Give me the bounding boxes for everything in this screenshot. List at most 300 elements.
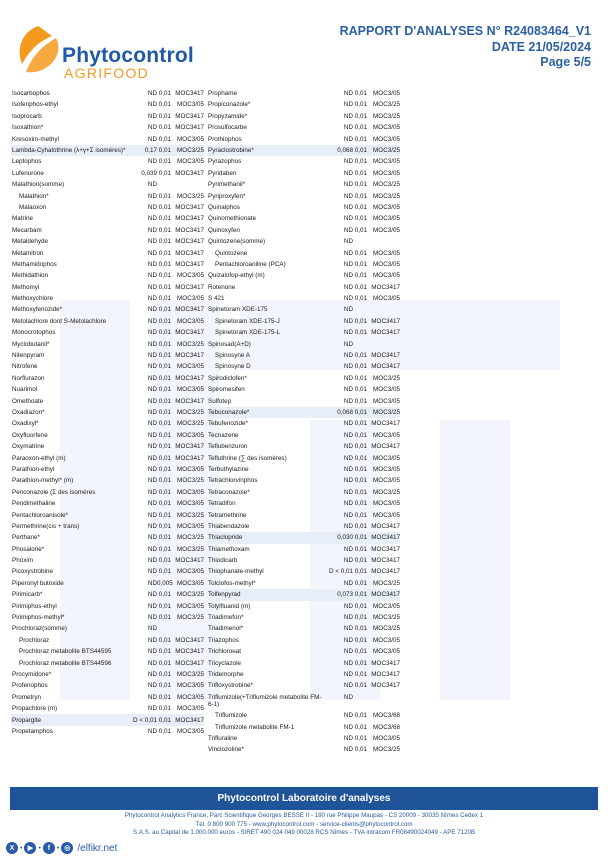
analyte-name: Propargite [12, 716, 42, 724]
result-value: ND [147, 124, 157, 132]
analyte-name: S 421 [208, 295, 225, 303]
result-row [11, 464, 204, 475]
method-code: MOC3417 [175, 443, 204, 451]
result-row [11, 509, 204, 520]
method-code: MOC3/05 [373, 500, 400, 508]
loq-value: 0,01 [158, 534, 171, 542]
result-value: ND [147, 181, 157, 189]
analyte-name: Prophame [208, 90, 238, 98]
loq-value: 0,01 [158, 340, 171, 348]
result-value: ND [147, 488, 157, 496]
analyte-name: Spinosad(A+D) [208, 340, 251, 348]
result-row [11, 430, 204, 441]
result-value: ND [147, 90, 157, 98]
loq-value: 0,01 [158, 705, 171, 713]
result-row [207, 111, 400, 122]
result-value: ND [343, 169, 353, 177]
analyte-name: Prochloraz metabolite BTS44595 [19, 648, 112, 656]
result-row [207, 710, 400, 721]
result-row [11, 475, 204, 486]
result-row [207, 293, 400, 304]
analyte-name: Prochloraz(somme) [12, 625, 67, 633]
result-value: ND [343, 249, 353, 257]
result-row [207, 384, 400, 395]
result-value: ND [147, 465, 157, 473]
loq-value: 0,01 [158, 693, 171, 701]
result-row [207, 623, 400, 634]
method-code: MOC3417 [175, 249, 204, 257]
loq-value: 0,01 [158, 386, 171, 394]
loq-value: 0,01 [354, 659, 367, 667]
instagram-icon[interactable]: ◎ [61, 842, 73, 854]
analyte-name: Spirodiclofen* [208, 374, 247, 382]
result-row [11, 441, 204, 452]
loq-value: 0,01 [354, 636, 367, 644]
method-code: MOC3/05 [373, 226, 400, 234]
result-row [207, 179, 400, 190]
analyte-name: Spinosyne D [215, 363, 251, 371]
analyte-name: Quizalofop-ethyl (m) [208, 272, 265, 280]
analyte-name: Pentachloroaniline (PCA) [215, 260, 286, 268]
result-value: ND [343, 317, 353, 325]
result-value: ND [343, 659, 353, 667]
result-row [11, 646, 204, 657]
result-value: ND [343, 386, 353, 394]
method-code: MOC3/05 [373, 124, 400, 132]
report-info [340, 24, 591, 71]
result-row [11, 179, 204, 190]
loq-value: 0,01 [158, 192, 171, 200]
method-code: MOC3/05 [177, 488, 204, 496]
loq-value: 0,01 [354, 135, 367, 143]
method-code: MOC3/25 [177, 545, 204, 553]
method-code: MOC3/25 [373, 488, 400, 496]
result-row [207, 339, 400, 350]
result-value: ND [147, 579, 157, 587]
method-code: MOC3417 [371, 363, 400, 371]
method-code: MOC3/25 [373, 147, 400, 154]
loq-value: 0,01 [354, 374, 367, 382]
result-row [207, 213, 400, 224]
analyte-name: Methomyl [12, 283, 40, 291]
result-value: ND [343, 477, 353, 485]
loq-value: 0,01 [158, 682, 171, 690]
analyte-name: Rotenone [208, 283, 236, 291]
analyte-name: Parathion-ethyl [12, 465, 55, 473]
method-code: MOC3/05 [373, 431, 400, 439]
loq-value: 0,01 [158, 443, 171, 451]
method-code: MOC3417 [371, 591, 400, 599]
analyte-name: Terbuthylazine [208, 465, 249, 473]
analyte-name: Pentachloroanisole* [12, 511, 69, 519]
result-row [207, 498, 400, 509]
method-code: MOC3/25 [373, 192, 400, 200]
result-value: ND [343, 352, 353, 360]
analyte-name: Lufenurone [12, 169, 44, 177]
loq-value: 0,01 [158, 477, 171, 485]
analyte-name: Methidathion [12, 272, 49, 280]
analyte-name: Prosulfocarbe [208, 124, 247, 132]
method-code: MOC3/05 [177, 135, 204, 143]
loq-value: 0,01 [158, 329, 171, 337]
result-value: ND [343, 522, 353, 530]
analyte-name: Profenophos [12, 682, 48, 690]
analyte-name: Tetrachlorvinphos [208, 477, 258, 485]
method-code: MOC3/25 [177, 477, 204, 485]
method-code: MOC3417 [175, 659, 204, 667]
method-code: MOC3/05 [373, 158, 400, 166]
result-row [11, 623, 204, 634]
method-code: MOC3417 [371, 283, 400, 291]
analyte-name: Leptophos [12, 158, 42, 166]
result-row [207, 122, 400, 133]
method-code: MOC3/05 [177, 363, 204, 371]
loq-value: 0,01 [158, 454, 171, 462]
result-row [11, 339, 204, 350]
result-value: ND [147, 283, 157, 291]
method-code: MOC3417 [175, 306, 204, 314]
method-code: MOC3417 [371, 317, 400, 325]
loq-value: 0,01 [354, 397, 367, 405]
result-row [207, 669, 400, 680]
result-value: ND [343, 90, 353, 98]
analyte-name: Malathion(somme) [12, 181, 65, 189]
result-value: ND [147, 602, 157, 610]
loq-value: 0,01 [158, 465, 171, 473]
method-code: MOC3/25 [373, 625, 400, 633]
method-code: MOC3/05 [373, 636, 400, 644]
method-code: MOC3417 [175, 716, 204, 724]
result-row [207, 430, 400, 441]
loq-value: 0,01 [158, 511, 171, 519]
result-value: ND [343, 602, 353, 610]
analyte-name: Methamidophos [12, 260, 57, 268]
result-value: ND [147, 329, 157, 337]
method-code: MOC3/25 [177, 511, 204, 519]
loq-value: 0,01 [158, 374, 171, 382]
loq-value: 0,01 [354, 568, 367, 576]
loq-value: 0,01 [158, 522, 171, 530]
loq-value: 0,01 [354, 363, 367, 371]
method-code: MOC3417 [371, 568, 400, 576]
result-row [11, 578, 204, 589]
analyte-name: Phosalone* [12, 545, 45, 553]
analyte-name: Triadimefon* [208, 614, 244, 622]
result-value: ND [147, 443, 157, 451]
result-value: ND [147, 568, 157, 576]
loq-value: 0,01 [158, 636, 171, 644]
analyte-name: Propetamphos [12, 727, 53, 735]
loq-value: 0,01 [158, 295, 171, 303]
method-code: MOC3/68 [373, 723, 400, 731]
result-row [11, 418, 204, 429]
result-row [11, 703, 204, 714]
result-value: ND [343, 192, 353, 200]
result-value: ND [147, 135, 157, 143]
loq-value: 0,01 [158, 226, 171, 234]
analyte-name: Methoxychlore [12, 295, 53, 303]
result-value: ND [343, 295, 353, 303]
analyte-name: Isocarbophos [12, 90, 50, 98]
method-code: MOC3/05 [373, 511, 400, 519]
method-code: MOC3417 [175, 203, 204, 211]
method-code: MOC3/05 [373, 648, 400, 656]
result-row [11, 327, 204, 338]
analyte-name: Trichlorонat [208, 648, 241, 656]
loq-value: 0,01 [354, 169, 367, 177]
loq-value: 0,01 [354, 591, 367, 599]
method-code: MOC3/05 [373, 249, 400, 257]
method-code: MOC3/25 [177, 147, 204, 154]
result-value: ND [147, 260, 157, 268]
result-value: ND [147, 203, 157, 211]
method-code: MOC3/05 [177, 579, 204, 587]
result-value: ND [147, 215, 157, 223]
social-handle[interactable]: /elfikr.net [77, 842, 118, 854]
analyte-name: Oxadixyl* [12, 420, 39, 428]
analyte-name: Propyzamide* [208, 112, 248, 120]
loq-value: 0,01 [354, 147, 367, 154]
result-row [207, 646, 400, 657]
result-row [207, 475, 400, 486]
loq-value: 0,01 [158, 602, 171, 610]
loq-value: 0,01 [354, 192, 367, 200]
result-row [11, 555, 204, 566]
result-value: ND [343, 306, 353, 314]
result-row [11, 589, 204, 600]
analyte-name: Prochloraz [19, 636, 50, 644]
loq-value: 0,005 [157, 579, 173, 587]
result-value: ND [147, 192, 157, 200]
result-row [207, 225, 400, 236]
analyte-name: Malathion* [19, 192, 49, 200]
result-row [11, 225, 204, 236]
result-value: ND [343, 488, 353, 496]
loq-value: 0,01 [354, 101, 367, 109]
loq-value: 0,01 [354, 465, 367, 473]
result-row [207, 418, 400, 429]
analyte-name: Permethrine(cis + trans) [12, 522, 80, 530]
analyte-name: Mecarbam [12, 226, 42, 234]
result-value: ND [147, 614, 157, 622]
method-code: MOC3417 [175, 90, 204, 98]
result-value: 0,039 [141, 169, 157, 177]
result-value: ND [343, 693, 353, 701]
result-value: ND [147, 431, 157, 439]
result-value: ND [343, 112, 353, 120]
result-value: ND [343, 135, 353, 143]
result-value: ND [147, 477, 157, 485]
loq-value: 0,01 [158, 431, 171, 439]
result-value: ND [343, 454, 353, 462]
analyte-name: Methoxyfenozide* [12, 306, 63, 314]
method-code: MOC3/68 [373, 712, 400, 720]
method-code: MOC3417 [175, 636, 204, 644]
analyte-name: Propiconazole* [208, 101, 251, 109]
result-row [11, 88, 204, 99]
result-value: ND [147, 408, 157, 416]
result-value: ND [147, 352, 157, 360]
analyte-name: Oxadiazon* [12, 408, 45, 416]
analyte-name: Prometryn [12, 693, 42, 701]
result-row [11, 270, 204, 281]
result-value: ND [343, 723, 353, 731]
analyte-name: Triadimenol* [208, 625, 244, 633]
result-value: ND [147, 226, 157, 234]
method-code: MOC3/25 [373, 614, 400, 622]
result-row [11, 304, 204, 315]
method-code: MOC3/05 [373, 397, 400, 405]
loq-value: 0,01 [158, 249, 171, 257]
result-row [207, 202, 400, 213]
loq-value: 0,01 [354, 272, 367, 280]
result-row [11, 259, 204, 270]
method-code: MOC3417 [371, 659, 400, 667]
analyte-name: Malaoxon [19, 203, 47, 211]
analyte-name: Tricyclazole [208, 659, 242, 667]
result-row [11, 247, 204, 258]
analyte-name: Thiamethoxam [208, 545, 250, 553]
loq-value: 0,01 [354, 545, 367, 553]
result-row [207, 521, 400, 532]
loq-value: 0,01 [158, 169, 171, 177]
result-value: ND [343, 746, 353, 754]
result-row [207, 532, 400, 543]
analyte-name: Triflumizole(+Triflumizole metabolite FM-6-1) [208, 693, 322, 708]
result-row [207, 635, 400, 646]
report-header [0, 0, 608, 90]
analyte-name: Prochloraz metabolite BTS44596 [19, 659, 112, 667]
method-code: MOC3/05 [177, 705, 204, 713]
method-code: MOC3/05 [373, 135, 400, 143]
social-bar: X • ▶ • f • ◎ /elfikr.net [6, 839, 117, 857]
loq-value: 0,01 [354, 625, 367, 633]
result-row [11, 202, 204, 213]
loq-value: 0,01 [354, 408, 367, 416]
phytocontrol-logo-icon [12, 22, 64, 78]
result-row [207, 99, 400, 110]
result-row [11, 134, 204, 145]
report-title: RAPPORT D'ANALYSES N° R24083464_V1 [339, 24, 591, 38]
result-value: ND [343, 579, 353, 587]
result-value: ND [147, 306, 157, 314]
result-row [11, 316, 204, 327]
result-row [11, 236, 204, 247]
result-row [11, 726, 204, 737]
result-value: ND [343, 238, 353, 246]
result-row [11, 396, 204, 407]
method-code: MOC3/05 [177, 568, 204, 576]
analyte-name: Tetradifon [208, 500, 236, 508]
method-code: MOC3/25 [373, 579, 400, 587]
loq-value: 0,01 [354, 158, 367, 166]
result-value: ND [147, 522, 157, 530]
result-row [207, 361, 400, 372]
result-value: ND [343, 181, 353, 189]
result-row [11, 544, 204, 555]
loq-value: 0,01 [354, 443, 367, 451]
result-value: ND [343, 329, 353, 337]
result-row [11, 111, 204, 122]
method-code: MOC3/25 [373, 408, 400, 416]
method-code: MOC3417 [175, 169, 204, 177]
method-code: MOC3417 [175, 215, 204, 223]
result-row [207, 555, 400, 566]
facebook-icon[interactable]: f [43, 842, 55, 854]
result-row [11, 612, 204, 623]
result-value: ND [147, 420, 157, 428]
analyte-name: Tecnazene [208, 431, 239, 439]
analyte-name: Kresoxim-methyl [12, 135, 59, 143]
brand-name: Phytocontrol [62, 44, 194, 67]
method-code: MOC3417 [371, 522, 400, 530]
result-value: ND [343, 158, 353, 166]
method-code: MOC3417 [175, 648, 204, 656]
analyte-name: Trifluraline [208, 735, 238, 743]
result-value: ND [147, 272, 157, 280]
result-row [207, 453, 400, 464]
analyte-name: Isoprocarb [12, 112, 42, 120]
loq-value: 0,01 [158, 238, 171, 246]
analyte-name: Pirimicarb* [12, 591, 43, 599]
result-row [207, 259, 400, 270]
method-code: MOC3/05 [177, 295, 204, 303]
analyte-name: Isofenphos-ethyl [12, 101, 59, 109]
loq-value: 0,01 [354, 682, 367, 690]
result-value: ND [147, 340, 157, 348]
loq-value: 0,01 [158, 727, 171, 735]
analyte-name: Spinetoram XDE-175-J [215, 317, 280, 325]
result-value: ND [147, 727, 157, 735]
result-value: ND [343, 283, 353, 291]
result-row [207, 156, 400, 167]
loq-value: 0,01 [354, 181, 367, 189]
method-code: MOC3417 [371, 557, 400, 565]
analyte-name: Pyraclostrobine* [208, 147, 254, 154]
result-row [207, 601, 400, 612]
result-value: ND [147, 693, 157, 701]
analyte-name: Pirimiphos-ethyl [12, 602, 57, 610]
analyte-name: Tridemorphe [208, 670, 244, 678]
analyte-name: Pendimethaline [12, 500, 56, 508]
method-code: MOC3417 [371, 545, 400, 553]
analyte-name: Pyrazophos [208, 158, 242, 166]
result-value: ND [343, 682, 353, 690]
result-value: ND [343, 545, 353, 553]
analyte-name: Thiophanate-methyl [208, 568, 264, 576]
method-code: MOC3/05 [177, 386, 204, 394]
method-code: MOC3/05 [373, 602, 400, 610]
result-value: ND [147, 682, 157, 690]
method-code: MOC3/05 [373, 465, 400, 473]
results-column-right [207, 88, 400, 756]
report-date: DATE 21/05/2024 [491, 39, 591, 54]
youtube-icon[interactable]: ▶ [24, 842, 36, 854]
result-value: D < 0,01 [133, 716, 157, 724]
result-row [207, 168, 400, 179]
result-row [11, 521, 204, 532]
result-value: 0,17 [144, 147, 157, 154]
legal-line: S.A.S. au Capital de 1.000.000 euros - SIRET 490 024 049 00028 RCS Nîmes - TVA intracom FR08490024049 - APE 7120B [132, 829, 476, 837]
method-code: MOC3417 [175, 557, 204, 565]
analyte-name: Teflubenzuron [208, 443, 248, 451]
page-number: Page 5/5 [540, 55, 591, 69]
result-value: 0,068 [337, 408, 353, 416]
x-icon[interactable]: X [6, 842, 18, 854]
loq-value: 0,01 [354, 317, 367, 325]
loq-value: 0,01 [158, 135, 171, 143]
loq-value: 0,01 [158, 112, 171, 120]
